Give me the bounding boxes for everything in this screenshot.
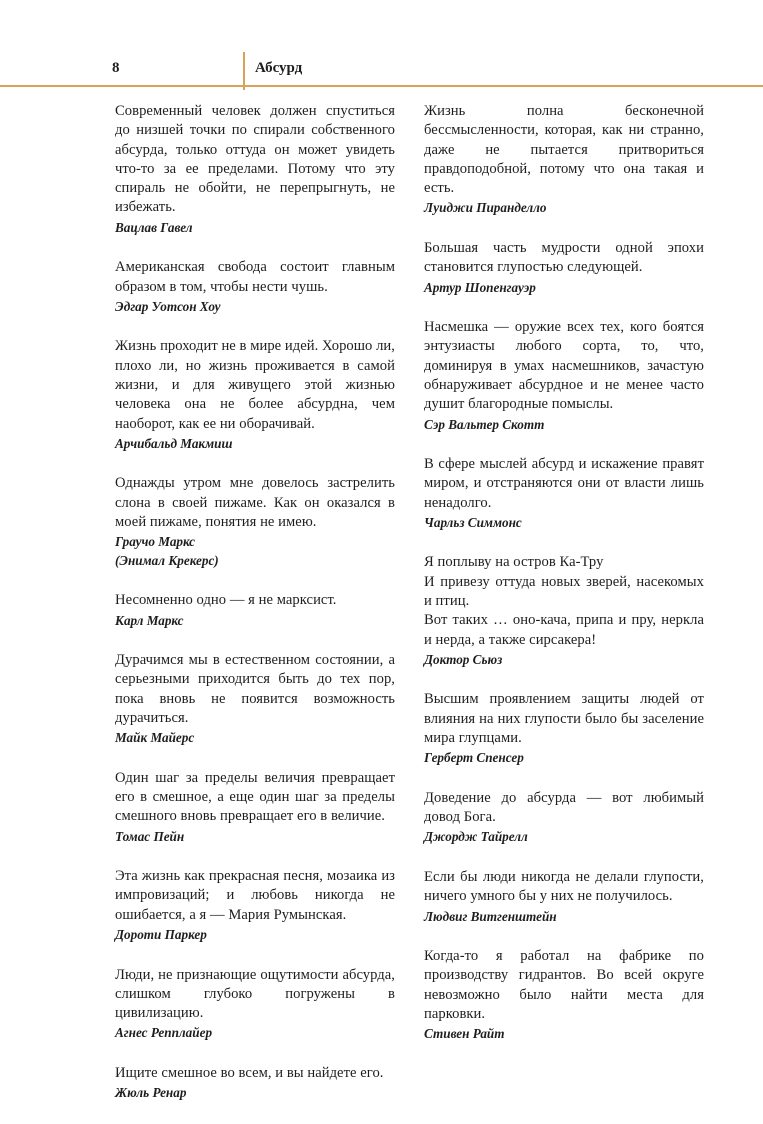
quote-text: Несомненно одно — я не марксист.	[115, 592, 337, 609]
quote-text: Большая часть мудрости одной эпохи становится глупостью следующей.	[424, 239, 704, 276]
quote-text: Если бы люди никогда не делали глупости, ничего умного бы у них не получилось.	[424, 868, 704, 905]
quote-author: Граучо Маркс (Энимал Крекерс)	[115, 534, 219, 568]
quote-author: Сэр Вальтер Скотт	[424, 416, 545, 432]
quote-author: Эдгар Уотсон Хоу	[115, 298, 221, 314]
quote-text: Дурачимся мы в естественном состоянии, а серьезными приходится быть до тех пор, пока вновь не появится возможность дурачиться.	[115, 652, 395, 726]
quote-text: Жизнь полна бесконечной бессмысленности, которая, как ни странно, даже не пытается притвориться правдоподобной, потому что она такая и есть.	[424, 103, 704, 197]
quote-text: Насмешка — оружие всех тех, кого боятся энтузиасты любого сорта, то, что, доминируя в умах насмешников, зачастую обнаруживает абсурдное и не менее часто душит благородные помыслы.	[424, 319, 704, 413]
chapter-title: Абсурд	[255, 60, 303, 76]
quote	[115, 258, 395, 316]
quote-text: Высшим проявлением защиты людей от влияния на них глупости было бы заселение мира глупцами.	[424, 691, 704, 747]
quote	[424, 239, 704, 297]
quote	[115, 474, 395, 570]
quote	[424, 868, 704, 926]
quote-text: Я поплыву на остров Ка-Тру И привезу оттуда новых зверей, насекомых и птиц. Вот таких … оно-кача, припа и пру, неркла и нерда, а также сирсакера!	[424, 554, 704, 648]
quote-text: Когда-то я работал на фабрике по производству гидрантов. Во всей округе невозможно было найти места для парковки.	[424, 948, 704, 1022]
quote	[424, 553, 704, 669]
quote-text: Один шаг за пределы величия превращает его в смешное, а еще один шаг за пределы смешного вновь превращает его в величие.	[115, 769, 395, 825]
quote-author: Стивен Райт	[424, 1026, 505, 1042]
quote	[424, 690, 704, 767]
quote-author: Жюль Ренар	[115, 1085, 187, 1101]
page-number: 8	[112, 60, 120, 76]
quote	[115, 102, 395, 237]
quote-text: Жизнь проходит не в мире идей. Хорошо ли, плохо ли, но жизнь проживается в самой жизни, и для живущего этой жизнью человека она не более абсурдна, чем наоборот, как ее ни оборачивай.	[115, 338, 395, 432]
quote	[115, 867, 395, 944]
quote-author: Агнес Репплайер	[115, 1025, 213, 1041]
quote-author: Джордж Тайрелл	[424, 829, 528, 845]
quote-text: Современный человек должен спуститься до низшей точки по спирали собственного абсурда, только оттуда он может увидеть что-то за ее пределами. Потому что эту спираль не обойти, не перепрыгнуть, не избежать.	[115, 103, 395, 216]
quote	[424, 789, 704, 847]
quote-author: Майк Майерс	[115, 730, 195, 746]
quote	[424, 102, 704, 218]
quote	[115, 1064, 395, 1103]
quote	[115, 591, 395, 630]
quote	[424, 947, 704, 1044]
quote-author: Карл Маркс	[115, 612, 184, 628]
quote	[424, 455, 704, 532]
quote-text: Эта жизнь как прекрасная песня, мозаика из импровизаций; и любовь никогда не ошибается, а я — Мария Румынская.	[115, 868, 395, 923]
quote-text: Люди, не признающие ощутимости абсурда, слишком глубоко погружены в цивилизацию.	[115, 966, 395, 1022]
quote	[115, 769, 395, 846]
header-rule	[0, 85, 763, 87]
quote-author: Томас Пейн	[115, 828, 185, 844]
quote-author: Артур Шопенгауэр	[424, 279, 536, 295]
quote-text: Доведение до абсурда — вот любимый довод Бога.	[424, 789, 704, 826]
quote-text: В сфере мыслей абсурд и искажение правят миром, и отстраняются они от власти лишь ненадолго.	[424, 456, 704, 511]
quote	[115, 337, 395, 453]
quote-text: Американская свобода состоит главным образом в том, чтобы нести чушь.	[115, 259, 395, 295]
quote-author: Арчибальд Макмиш	[115, 435, 233, 451]
quote-text: Ищите смешное во всем, и вы найдете его.	[115, 1064, 384, 1081]
quote	[115, 966, 395, 1043]
quote-author: Людвиг Витгенштейн	[424, 908, 557, 924]
quote-author: Доктор Сьюз	[424, 651, 503, 667]
quote-text: Однажды утром мне довелось застрелить слона в своей пижаме. Как он оказался в моей пижаме, понятия не имею.	[115, 475, 395, 530]
quote-author: Чарльз Симмонс	[424, 514, 522, 530]
right-column	[424, 102, 704, 1065]
quote-author: Герберт Спенсер	[424, 750, 524, 766]
quote-author: Дороти Паркер	[115, 927, 207, 943]
quote-author: Луиджи Пиранделло	[424, 200, 547, 216]
quote-author: Вацлав Гавел	[115, 219, 193, 235]
left-column	[115, 102, 395, 1124]
quote	[424, 318, 704, 434]
quote	[115, 651, 395, 748]
